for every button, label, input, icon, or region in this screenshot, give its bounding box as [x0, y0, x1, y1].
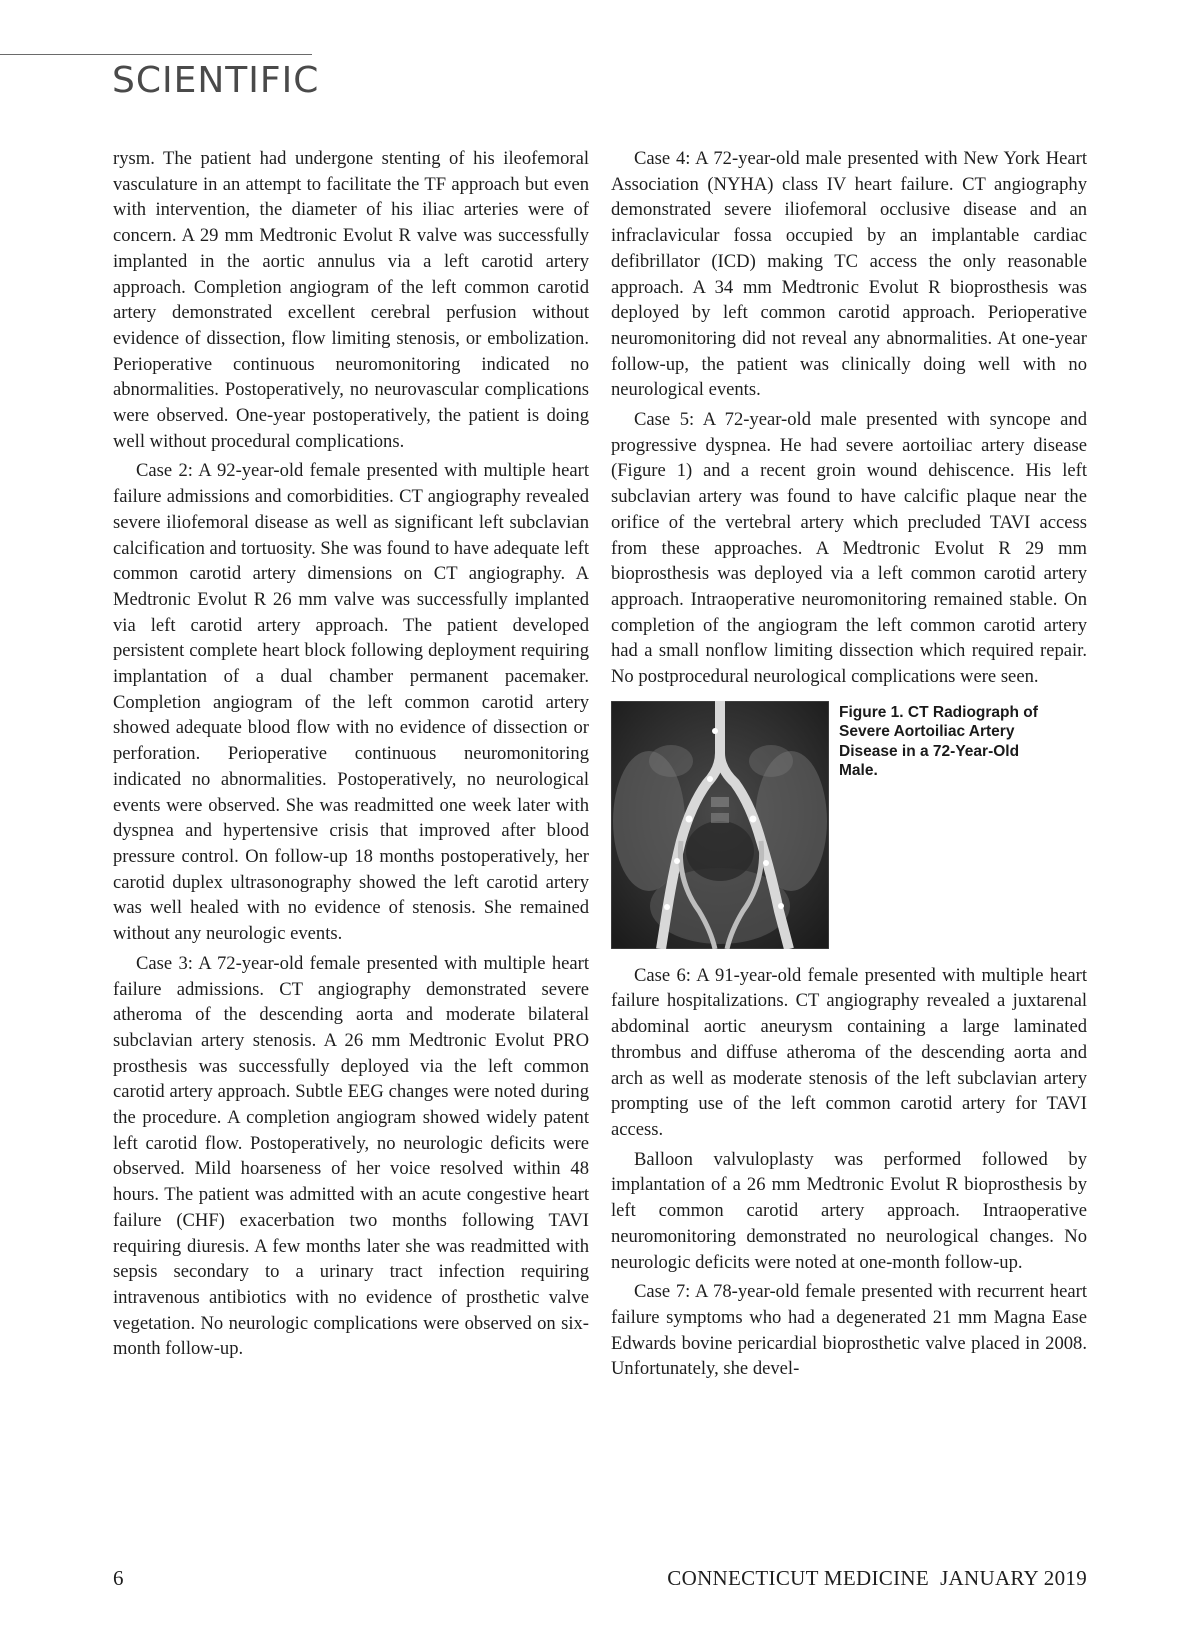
paragraph: Case 4: A 72-year-old male presented with New York Heart Association (NYHA) class IV heart failure. CT angiography demonstrated severe iliofemoral occlusive disease and an infraclavicular fossa occupied by an implantable cardiac defibrillator (ICD) making TC access the only reasonable approach. A 34 mm Medtronic Evolut R bioprosthesis was deployed by left common carotid approach. Perioperative neuromonitoring did not reveal any abnormalities. At one-year follow-up, the patient was clinically doing well with no neurological events.	[611, 148, 1087, 401]
paragraph: Case 3: A 72-year-old female presented with multiple heart failure admissions. CT angiography demonstrated severe atheroma of the descending aorta and moderate bilateral subclavian artery stenosis. A 26 mm Medtronic Evolut PRO prosthesis was successfully deployed via the left common carotid artery approach. Subtle EEG changes were noted during the procedure. A completion angiogram showed widely patent left carotid flow. Postoperatively, no neurologic deficits were observed. Mild hoarseness of her voice resolved within 48 hours. The patient was admitted with an acute congestive heart failure (CHF) exacerbation two months following TAVI requiring diuresis. A few months later she was readmitted with sepsis secondary to a urinary tract infection requiring intravenous antibiotics with no evidence of prosthetic valve vegetation. No neurologic complications were observed on six-month follow-up.	[113, 952, 589, 1360]
header-rule	[0, 54, 312, 55]
paragraph: rysm. The patient had undergone stenting of his ileofemoral vasculature in an attempt to facilitate the TF approach but even with intervention, the diameter of his iliac arteries were of concern. A 29 mm Medtronic Evolut R valve was successfully implanted in the aortic annulus via a left carotid artery approach. Completion angiogram of the left common carotid artery demonstrated excellent cerebral perfusion without evidence of dissection, flow limiting stenosis, or embolization. Perioperative continuous neuromonitoring indicated no abnormalities. Postoperatively, no neurovascular complications were observed. One-year postoperatively, the patient is doing well without procedural complications.	[113, 148, 589, 452]
figure-1	[611, 701, 1087, 949]
section-label: SCIENTIFIC	[112, 60, 320, 101]
page-number: 6	[113, 1566, 124, 1590]
paragraph: Case 6: A 91-year-old female presented with multiple heart failure hospitalizations. CT angiography revealed a juxtarenal abdominal aortic aneurysm containing a large laminated thrombus and diffuse atheroma of the descending aorta and arch as well as moderate stenosis of the left subclavian artery prompting use of the left common carotid artery for TAVI access.	[611, 964, 1087, 1140]
paragraph: Case 7: A 78-year-old female presented with recurrent heart failure symptoms who had a degenerated 21 mm Magna Ease Edwards bovine pericardial bioprosthetic valve placed in 2008. Unfortunately, she devel-	[611, 1281, 1087, 1380]
paragraph: Case 5: A 72-year-old male presented with syncope and progressive dyspnea. He had severe aortoiliac artery disease (Figure 1) and a recent groin wound dehiscence. His left subclavian artery was found to have calcific plaque near the orifice of the vertebral artery which precluded TAVI access from these approaches. A Medtronic Evolut R 29 mm bioprosthesis was deployed via a left common carotid artery approach. Intraoperative neuromonitoring remained stable. On completion of the angiogram the left common carotid artery had a small nonflow limiting dissection which required repair. No postprocedural neurological complications were seen.	[611, 409, 1087, 688]
figure-caption: Figure 1. CT Radiograph of Severe Aortoiliac Artery Disease in a 72-Year-Old Male.	[839, 703, 1038, 780]
paragraph: Case 2: A 92-year-old female presented with multiple heart failure admissions and comorbidities. CT angiography revealed severe iliofemoral disease as well as significant left subclavian calcification and tortuosity. She was found to have adequate left common carotid artery dimensions on CT angiography. A Medtronic Evolut R 26 mm valve was successfully implanted via left carotid artery approach. The patient developed persistent complete heart block following deployment requiring implantation of a dual chamber permanent pacemaker. Completion angiogram of the left common carotid artery showed adequate blood flow with no evidence of dissection or perforation. Perioperative continuous neuromonitoring indicated no abnormalities. Postoperatively, no neurological events were observed. She was readmitted one week later with dyspnea and hypertensive crisis that improved after blood pressure control. On follow-up 18 months postoperatively, her carotid duplex ultrasonography showed the left carotid artery was well healed with no evidence of stenosis. She remained without any neurologic events.	[113, 460, 589, 945]
left-column	[113, 146, 589, 1362]
ct-radiograph-image	[611, 701, 829, 949]
paragraph: Balloon valvuloplasty was performed followed by implantation of a 26 mm Medtronic Evolut R bioprosthesis by left common carotid artery approach. Intraoperative neuromonitoring demonstrated no neurological changes. No neurologic deficits were noted at one-month follow-up.	[611, 1148, 1087, 1273]
right-column	[611, 146, 1087, 1382]
running-footer: CONNECTICUT MEDICINE JANUARY 2019	[667, 1566, 1087, 1590]
